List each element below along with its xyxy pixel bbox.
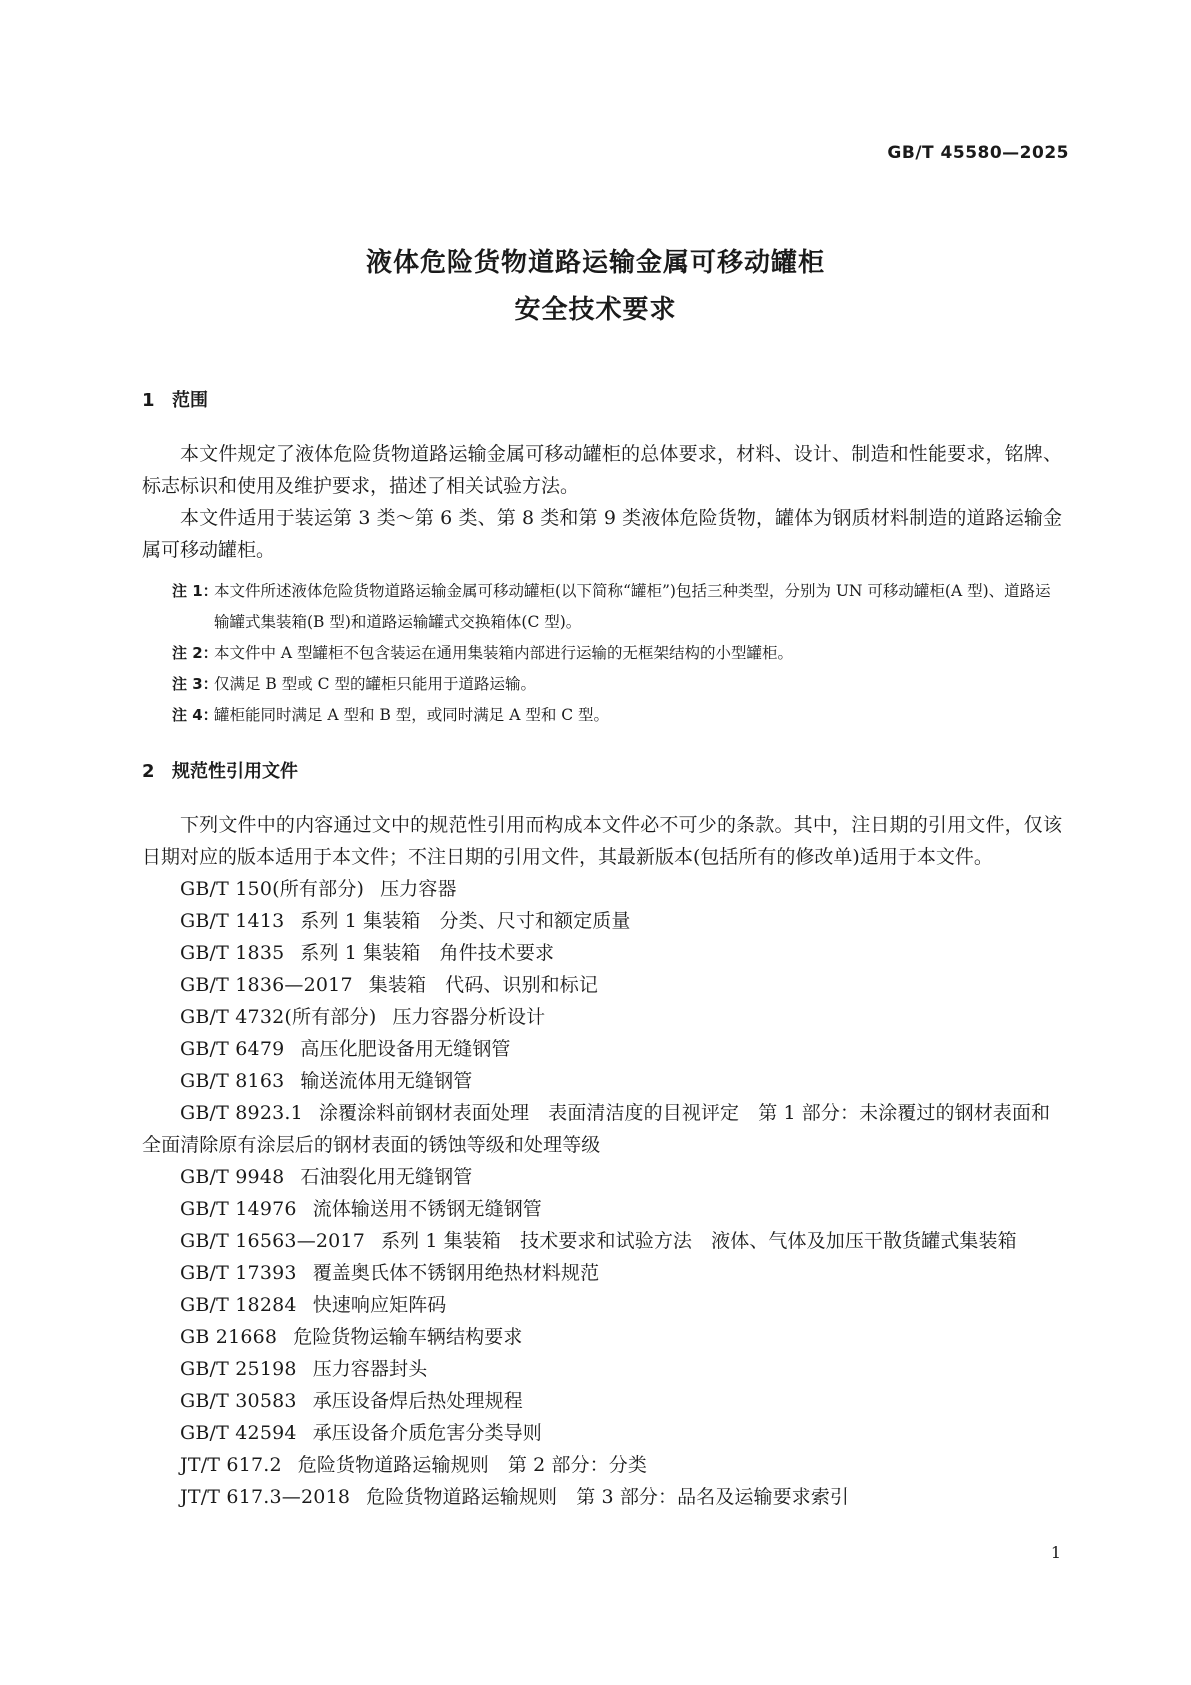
reference-title: 危险货物道路运输规则 第 2 部分：分类: [297, 1454, 647, 1476]
note-item: [142, 576, 1062, 638]
reference-code: GB/T 16563—2017: [180, 1230, 366, 1252]
title-line-1: 液体危险货物道路运输金属可移动罐柜: [365, 248, 825, 278]
reference-title: 压力容器: [380, 878, 457, 900]
reference-code: GB/T 1836—2017: [180, 974, 353, 996]
reference-item: [142, 1257, 1062, 1289]
section-2-intro: 下列文件中的内容通过文中的规范性引用而构成本文件必不可少的条款。其中，注日期的引用文件，仅该日期对应的版本适用于本文件；不注日期的引用文件，其最新版本(包括所有的修改单)适用于本文件。: [142, 814, 1062, 868]
reference-code: GB/T 14976: [180, 1198, 297, 1220]
reference-title: 承压设备焊后热处理规程: [312, 1390, 523, 1412]
section-1-paragraph: 本文件规定了液体危险货物道路运输金属可移动罐柜的总体要求，材料、设计、制造和性能要求，铭牌、标志标识和使用及维护要求，描述了相关试验方法。: [142, 443, 1062, 497]
reference-code: GB/T 8923.1: [180, 1102, 303, 1124]
reference-list: [142, 873, 1062, 1513]
reference-title: 系列 1 集装箱 技术要求和试验方法 液体、气体及加压干散货罐式集装箱: [381, 1230, 1017, 1252]
reference-item: [142, 969, 1062, 1001]
section-1-heading: [142, 386, 1062, 416]
reference-title: 集装箱 代码、识别和标记: [368, 974, 598, 996]
reference-item: [142, 1097, 1062, 1161]
page-number: 1: [1050, 1543, 1061, 1562]
reference-item: [142, 1385, 1062, 1417]
reference-title: 流体输送用不锈钢无缝钢管: [312, 1198, 542, 1220]
note-item: [142, 638, 1062, 669]
reference-title: 涂覆涂料前钢材表面处理 表面清洁度的目视评定 第 1 部分：未涂覆过的钢材表面和全面清除原有涂层后的钢材表面的锈蚀等级和处理等级: [142, 1102, 1051, 1156]
reference-item: [142, 1193, 1062, 1225]
reference-item: [142, 905, 1062, 937]
reference-title: 输送流体用无缝钢管: [300, 1070, 473, 1092]
reference-code: GB/T 25198: [180, 1358, 297, 1380]
reference-code: GB/T 1835: [180, 942, 285, 964]
section-2-number: 2: [142, 761, 155, 782]
reference-title: 系列 1 集装箱 分类、尺寸和额定质量: [300, 910, 631, 932]
note-text: 本文件所述液体危险货物道路运输金属可移动罐柜(以下简称“罐柜”)包括三种类型，分别为 UN 可移动罐柜(A 型)、道路运输罐式集装箱(B 型)和道路运输罐式交换箱体(C 型)。: [214, 582, 1051, 631]
reference-item: [142, 1481, 1062, 1513]
reference-item: [142, 1001, 1062, 1033]
reference-title: 承压设备介质危害分类导则: [312, 1422, 542, 1444]
note-label: 注 3：: [172, 675, 218, 693]
reference-item: [142, 1225, 1062, 1257]
note-label: 注 2：: [172, 644, 218, 662]
reference-item: [142, 873, 1062, 905]
reference-item: [142, 1321, 1062, 1353]
section-2-title: 规范性引用文件: [172, 761, 298, 782]
reference-item: [142, 1417, 1062, 1449]
note-item: [142, 669, 1062, 700]
reference-item: [142, 1289, 1062, 1321]
note-text: 仅满足 B 型或 C 型的罐柜只能用于道路运输。: [214, 675, 536, 693]
section-1-number: 1: [142, 390, 155, 411]
reference-code: GB/T 30583: [180, 1390, 297, 1412]
reference-item: [142, 1353, 1062, 1385]
document-title: [0, 240, 1191, 334]
reference-code: GB 21668: [180, 1326, 278, 1348]
reference-title: 危险货物运输车辆结构要求: [293, 1326, 523, 1348]
reference-code: JT/T 617.3—2018: [180, 1486, 351, 1508]
note-text: 本文件中 A 型罐柜不包含装运在通用集装箱内部进行运输的无框架结构的小型罐柜。: [214, 644, 794, 662]
reference-title: 危险货物道路运输规则 第 3 部分：品名及运输要求索引: [366, 1486, 850, 1508]
reference-title: 高压化肥设备用无缝钢管: [300, 1038, 511, 1060]
reference-item: [142, 1065, 1062, 1097]
reference-code: GB/T 4732(所有部分): [180, 1006, 377, 1028]
reference-code: GB/T 17393: [180, 1262, 297, 1284]
reference-code: GB/T 42594: [180, 1422, 297, 1444]
reference-item: [142, 1449, 1062, 1481]
reference-title: 压力容器封头: [312, 1358, 428, 1380]
section-1-notes: [142, 576, 1062, 731]
section-2-heading: [142, 757, 1062, 787]
document-body: [142, 386, 1062, 1513]
reference-title: 系列 1 集装箱 角件技术要求: [300, 942, 555, 964]
reference-code: GB/T 1413: [180, 910, 285, 932]
reference-item: [142, 1033, 1062, 1065]
note-label: 注 1：: [172, 582, 218, 600]
reference-code: GB/T 18284: [180, 1294, 297, 1316]
note-text: 罐柜能同时满足 A 型和 B 型，或同时满足 A 型和 C 型。: [214, 706, 610, 724]
reference-title: 快速响应矩阵码: [312, 1294, 447, 1316]
section-1-paragraph: 本文件适用于装运第 3 类～第 6 类、第 8 类和第 9 类液体危险货物，罐体为钢质材料制造的道路运输金属可移动罐柜。: [142, 507, 1062, 561]
reference-code: GB/T 6479: [180, 1038, 285, 1060]
reference-code: GB/T 8163: [180, 1070, 285, 1092]
reference-item: [142, 1161, 1062, 1193]
note-label: 注 4：: [172, 706, 218, 724]
reference-code: GB/T 9948: [180, 1166, 285, 1188]
reference-code: GB/T 150(所有部分): [180, 878, 365, 900]
standard-number: GB/T 45580—2025: [887, 143, 1069, 163]
section-1-title: 范围: [172, 390, 208, 411]
reference-item: [142, 937, 1062, 969]
reference-title: 覆盖奥氏体不锈钢用绝热材料规范: [312, 1262, 600, 1284]
title-line-2: 安全技术要求: [514, 295, 677, 325]
reference-code: JT/T 617.2: [180, 1454, 282, 1476]
reference-title: 石油裂化用无缝钢管: [300, 1166, 473, 1188]
note-item: [142, 700, 1062, 731]
reference-title: 压力容器分析设计: [392, 1006, 546, 1028]
